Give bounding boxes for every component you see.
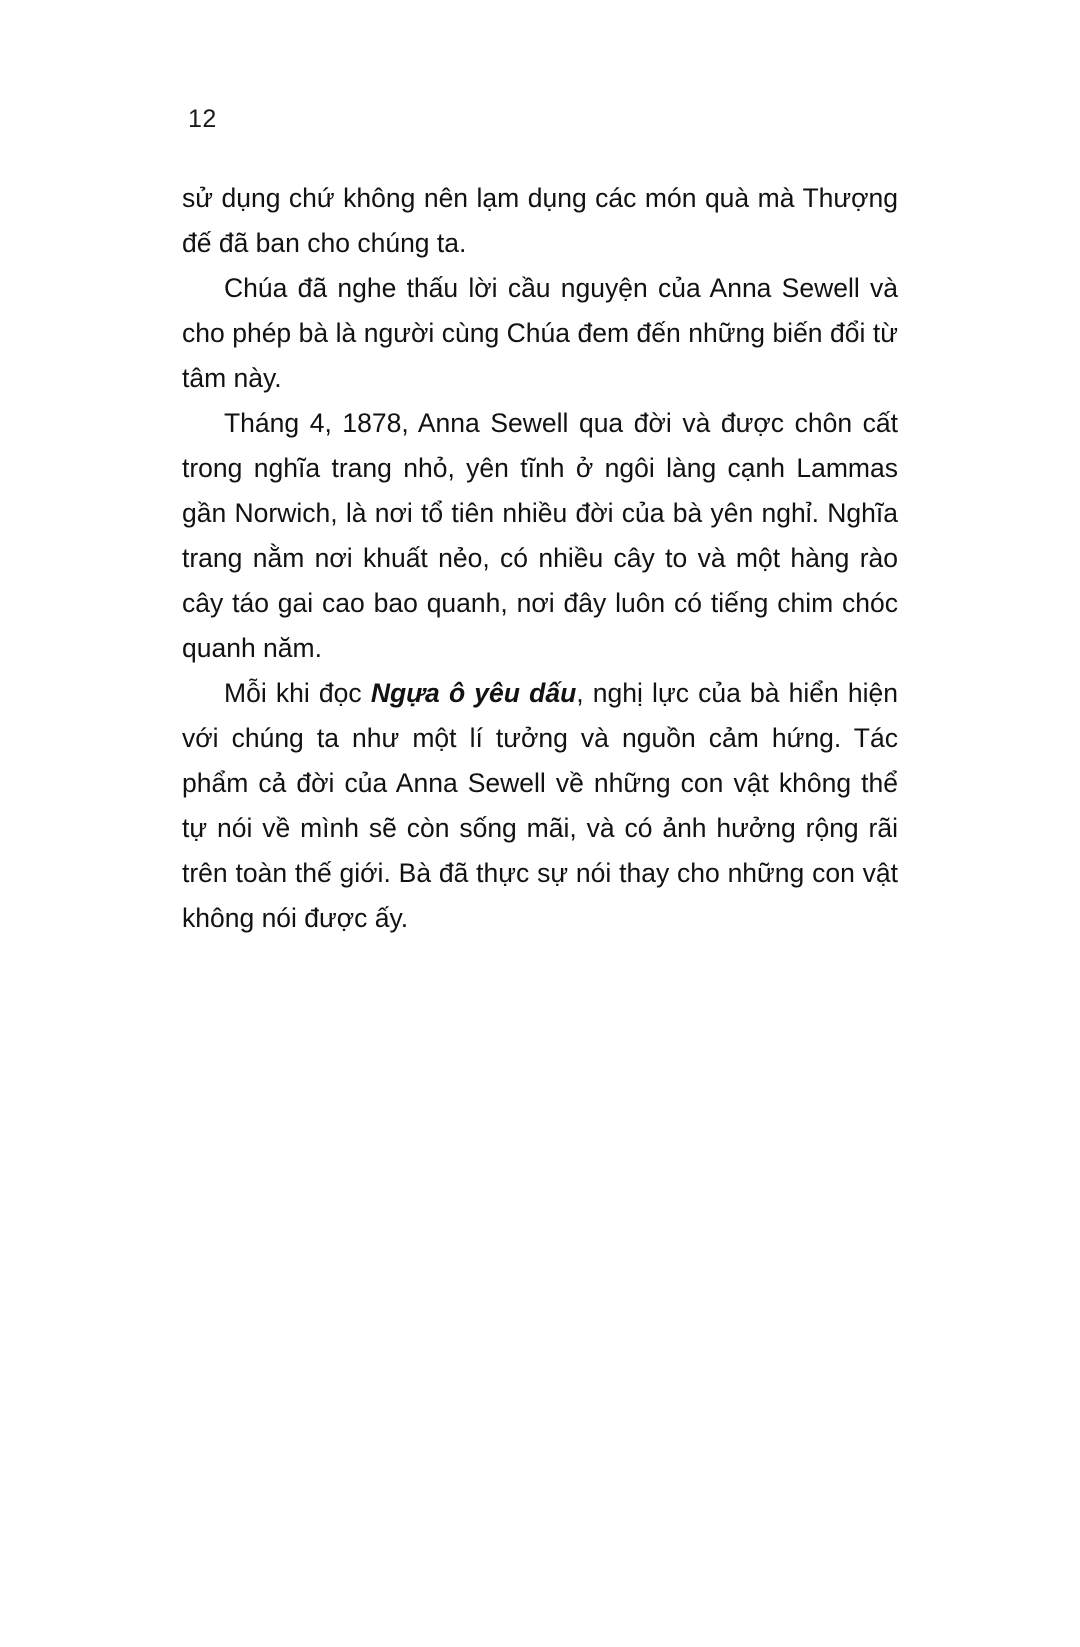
paragraph: sử dụng chứ không nên lạm dụng các món quà mà Thượng đế đã ban cho chúng ta.: [182, 183, 898, 258]
paragraph-text-after: , nghị lực của bà hiển hiện với chúng ta như một lí tưởng và nguồn cảm hứng. Tác phẩm cả đời của Anna Sewell về những con vật không thể tự nói về mình sẽ còn sống mãi, và có ảnh hưởng rộng rãi trên toàn thế giới. Bà đã thực sự nói thay cho những con vật không nói được ấy.: [182, 678, 899, 933]
book-title-emphasis: Ngựa ô yêu dấu: [370, 678, 577, 708]
paragraph: [182, 671, 898, 941]
page-number: 12: [188, 105, 217, 133]
paragraph: Tháng 4, 1878, Anna Sewell qua đời và được chôn cất trong nghĩa trang nhỏ, yên tĩnh ở ngôi làng cạnh Lammas gần Norwich, là nơi tổ tiên nhiều đời của bà yên nghỉ. Nghĩa trang nằm nơi khuất nẻo, có nhiều cây to và một hàng rào cây táo gai cao bao quanh, nơi đây luôn có tiếng chim chóc quanh năm.: [182, 408, 898, 663]
paragraph-text-before: Mỗi khi đọc: [224, 678, 371, 708]
page-body: [182, 176, 898, 941]
paragraph: Chúa đã nghe thấu lời cầu nguyện của Anna Sewell và cho phép bà là người cùng Chúa đem đến những biến đổi từ tâm này.: [182, 273, 898, 393]
